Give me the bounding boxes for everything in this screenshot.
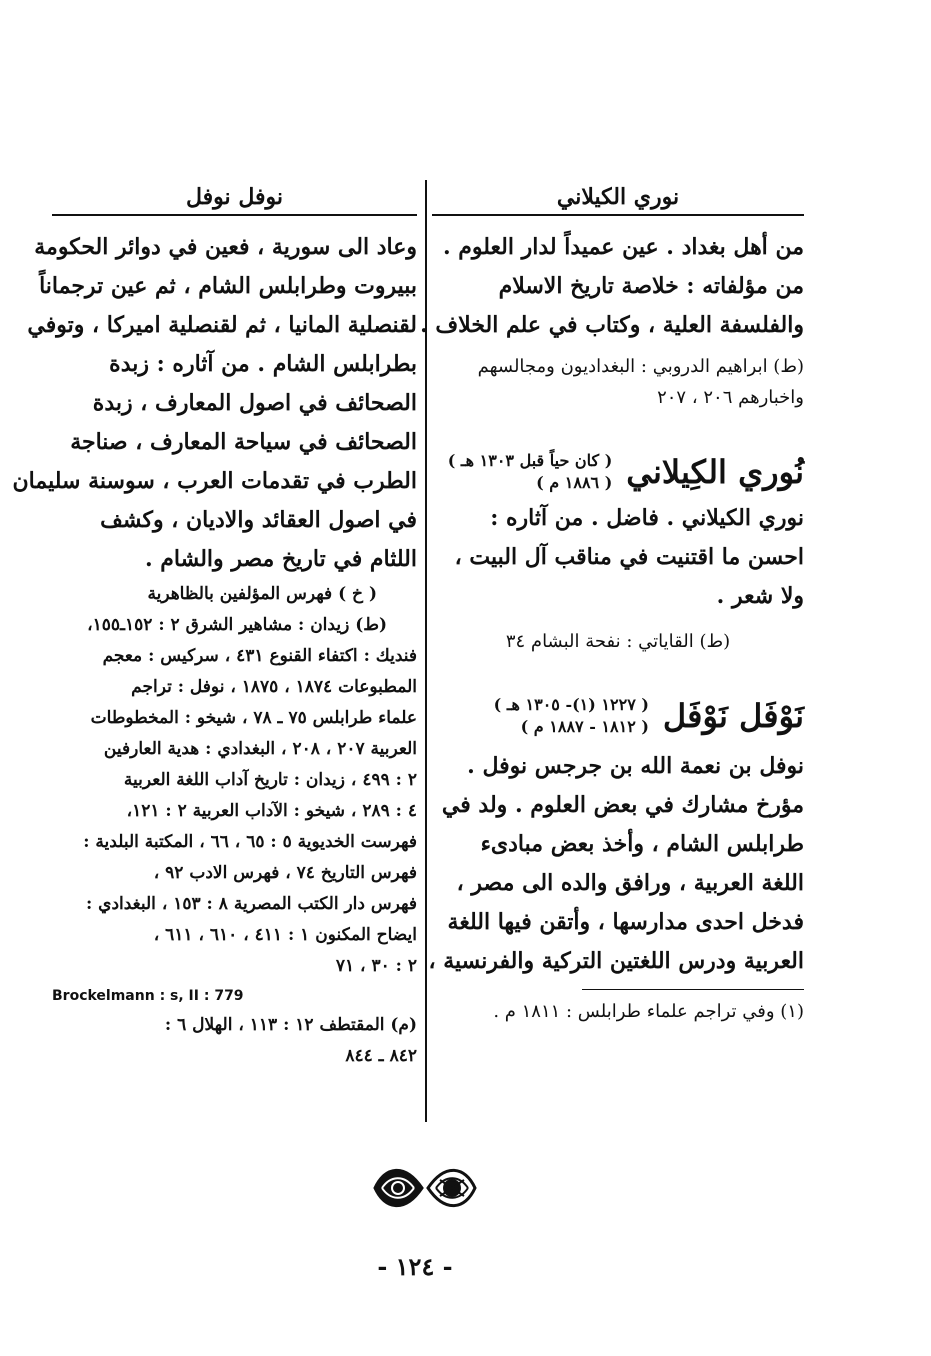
entry-name: نُوري الكِيلاني	[626, 453, 804, 491]
entry-dates	[448, 450, 613, 494]
reference-line: العربية ٢٠٧ ، ٢٠٨ ، البغدادي : هدية العارفين	[103, 739, 417, 759]
text-line: طرابلس الشام ، وأخذ بعض مبادىء	[480, 831, 804, 857]
reference-line: فهرس دار الكتب المصرية ٨ : ١٥٣ ، البغدادي :	[85, 894, 417, 914]
gregorian-dates: ( ١٨٨٦ م )	[536, 473, 613, 492]
hijri-dates: ( كان حياً قبل ١٣٠٣ هـ )	[447, 451, 613, 470]
text-line: الصحائف في سياحة المعارف ، صناجة	[70, 429, 417, 455]
entry-name: نَوْفَل نَوْفَل	[662, 697, 804, 735]
reference-line: ٤ : ٢٨٩ ، شيخو : الآداب العربية ٢ : ١٢١،	[126, 801, 417, 821]
left-column	[12, 180, 417, 1072]
reference-line: (م) المقتطف ١٢ : ١١٣ ، الهلال ٦ :	[164, 1015, 417, 1035]
reference-line: ٢ : ٤٩٩ ، زيدان : تاريخ آداب اللغة العربية	[123, 770, 417, 790]
text-line: بطرابلس الشام . من آثاره : زبدة	[109, 351, 417, 377]
text-line: نوري الكيلاني . فاضل . من آثاره :	[490, 505, 804, 531]
reference-line: ٨٤٢ ـ ٨٤٤	[345, 1046, 417, 1066]
latin-reference: Brockelmann : s, II : 779	[52, 988, 244, 1004]
reference-line: المطبوعات ١٨٧٤ ، ١٨٧٥ ، نوفل : تراجم	[131, 677, 417, 697]
text-line: والفلسفة العلية ، وكتاب في علم الخلاف .	[420, 312, 804, 338]
text-line: ولا شعر .	[716, 583, 804, 609]
text-line: العربية ودرس اللغتين التركية والفرنسية ،	[428, 948, 804, 974]
text-line: ببيروت وطرابلس الشام ، ثم عين ترجماناً	[39, 273, 417, 299]
entry-heading	[432, 449, 804, 495]
hijri-dates: ( ١٢٢٧ (١)- ١٣٠٥ هـ )	[493, 695, 649, 714]
reference-line: علماء طرابلس ٧٥ ـ ٧٨ ، شيخو : المخطوطات	[90, 708, 417, 728]
reference-line: فنديك : اكتفاء القنوع ٤٣١ ، سركيس : معجم	[102, 646, 417, 666]
footnote-rule	[582, 989, 804, 990]
entry-dates	[494, 694, 649, 738]
text-line: لقنصلية المانيا ، ثم لقنصلية اميركا ، وتوفي	[27, 312, 417, 338]
running-head-left: نوفل نوفل	[186, 184, 283, 210]
text-line: من أهل بغداد . عين عميداً لدار العلوم .	[442, 234, 804, 260]
reference-line: فهرست الخديوية ٥ : ٦٥ ، ٦٦ ، المكتبة البلدية :	[83, 832, 417, 852]
text-line: مؤرخ مشارك في بعض العلوم . ولد في	[441, 792, 804, 818]
text-line: اللغة العربية ، ورافق والده الى مصر ،	[456, 870, 804, 896]
footnote: (١) وفي تراجم علماء طرابلس : ١٨١١ م .	[493, 1001, 804, 1022]
text-line: في اصول العقائد والاديان ، وكشف	[100, 507, 417, 533]
floral-ornament-icon	[370, 1158, 480, 1218]
reference-line: فهرس التاريخ ٧٤ ، فهرس الادب ٩٢ ،	[153, 863, 417, 883]
reference-line: (ط) زيدان : مشاهير الشرق ٢ : ١٥٢ـ١٥٥،	[87, 615, 387, 635]
right-column	[420, 180, 804, 1027]
text-line: الطرب في تقدمات العرب ، سوسنة سليمان	[12, 468, 417, 494]
text-line: احسن ما اقتنيت في مناقب آل البيت ،	[454, 544, 804, 570]
running-head-right: نوري الكيلاني	[556, 184, 680, 210]
reference-line: ايضاح المكنون ١ : ٤١١ ، ٦١٠ ، ٦١١ ،	[153, 925, 417, 945]
text-line: فدخل احدى مدارسها ، وأتقن فيها اللغة	[447, 909, 804, 935]
text-line: وعاد الى سورية ، فعين في دوائر الحكومة	[34, 234, 417, 260]
reference-line: ٢ : ٣٠ ، ٧١	[335, 956, 417, 976]
gregorian-dates: ( ١٨١٢ - ١٨٨٧ م )	[520, 717, 649, 736]
text-line: الصحائف في اصول المعارف ، زبدة	[92, 390, 417, 416]
text-line: من مؤلفاته : خلاصة تاريخ الاسلام	[498, 273, 804, 299]
text-line: اللثام في تاريخ مصر والشام .	[144, 546, 417, 572]
reference-line: (ط) ابراهيم الدروبي : البغداديون ومجالسهم	[477, 356, 804, 377]
page-number: - ١٢٤ -	[377, 1252, 453, 1281]
reference-line: (ط) القاياتي : نفحة البشام ٣٤	[505, 631, 731, 652]
text-line: نوفل بن نعمة الله بن جرجس نوفل .	[467, 753, 804, 779]
reference-line: واخبارهم ٢٠٦ ، ٢٠٧	[657, 387, 804, 408]
reference-line: ( خ ) فهرس المؤلفين بالظاهرية	[147, 584, 377, 604]
entry-heading	[432, 693, 804, 739]
